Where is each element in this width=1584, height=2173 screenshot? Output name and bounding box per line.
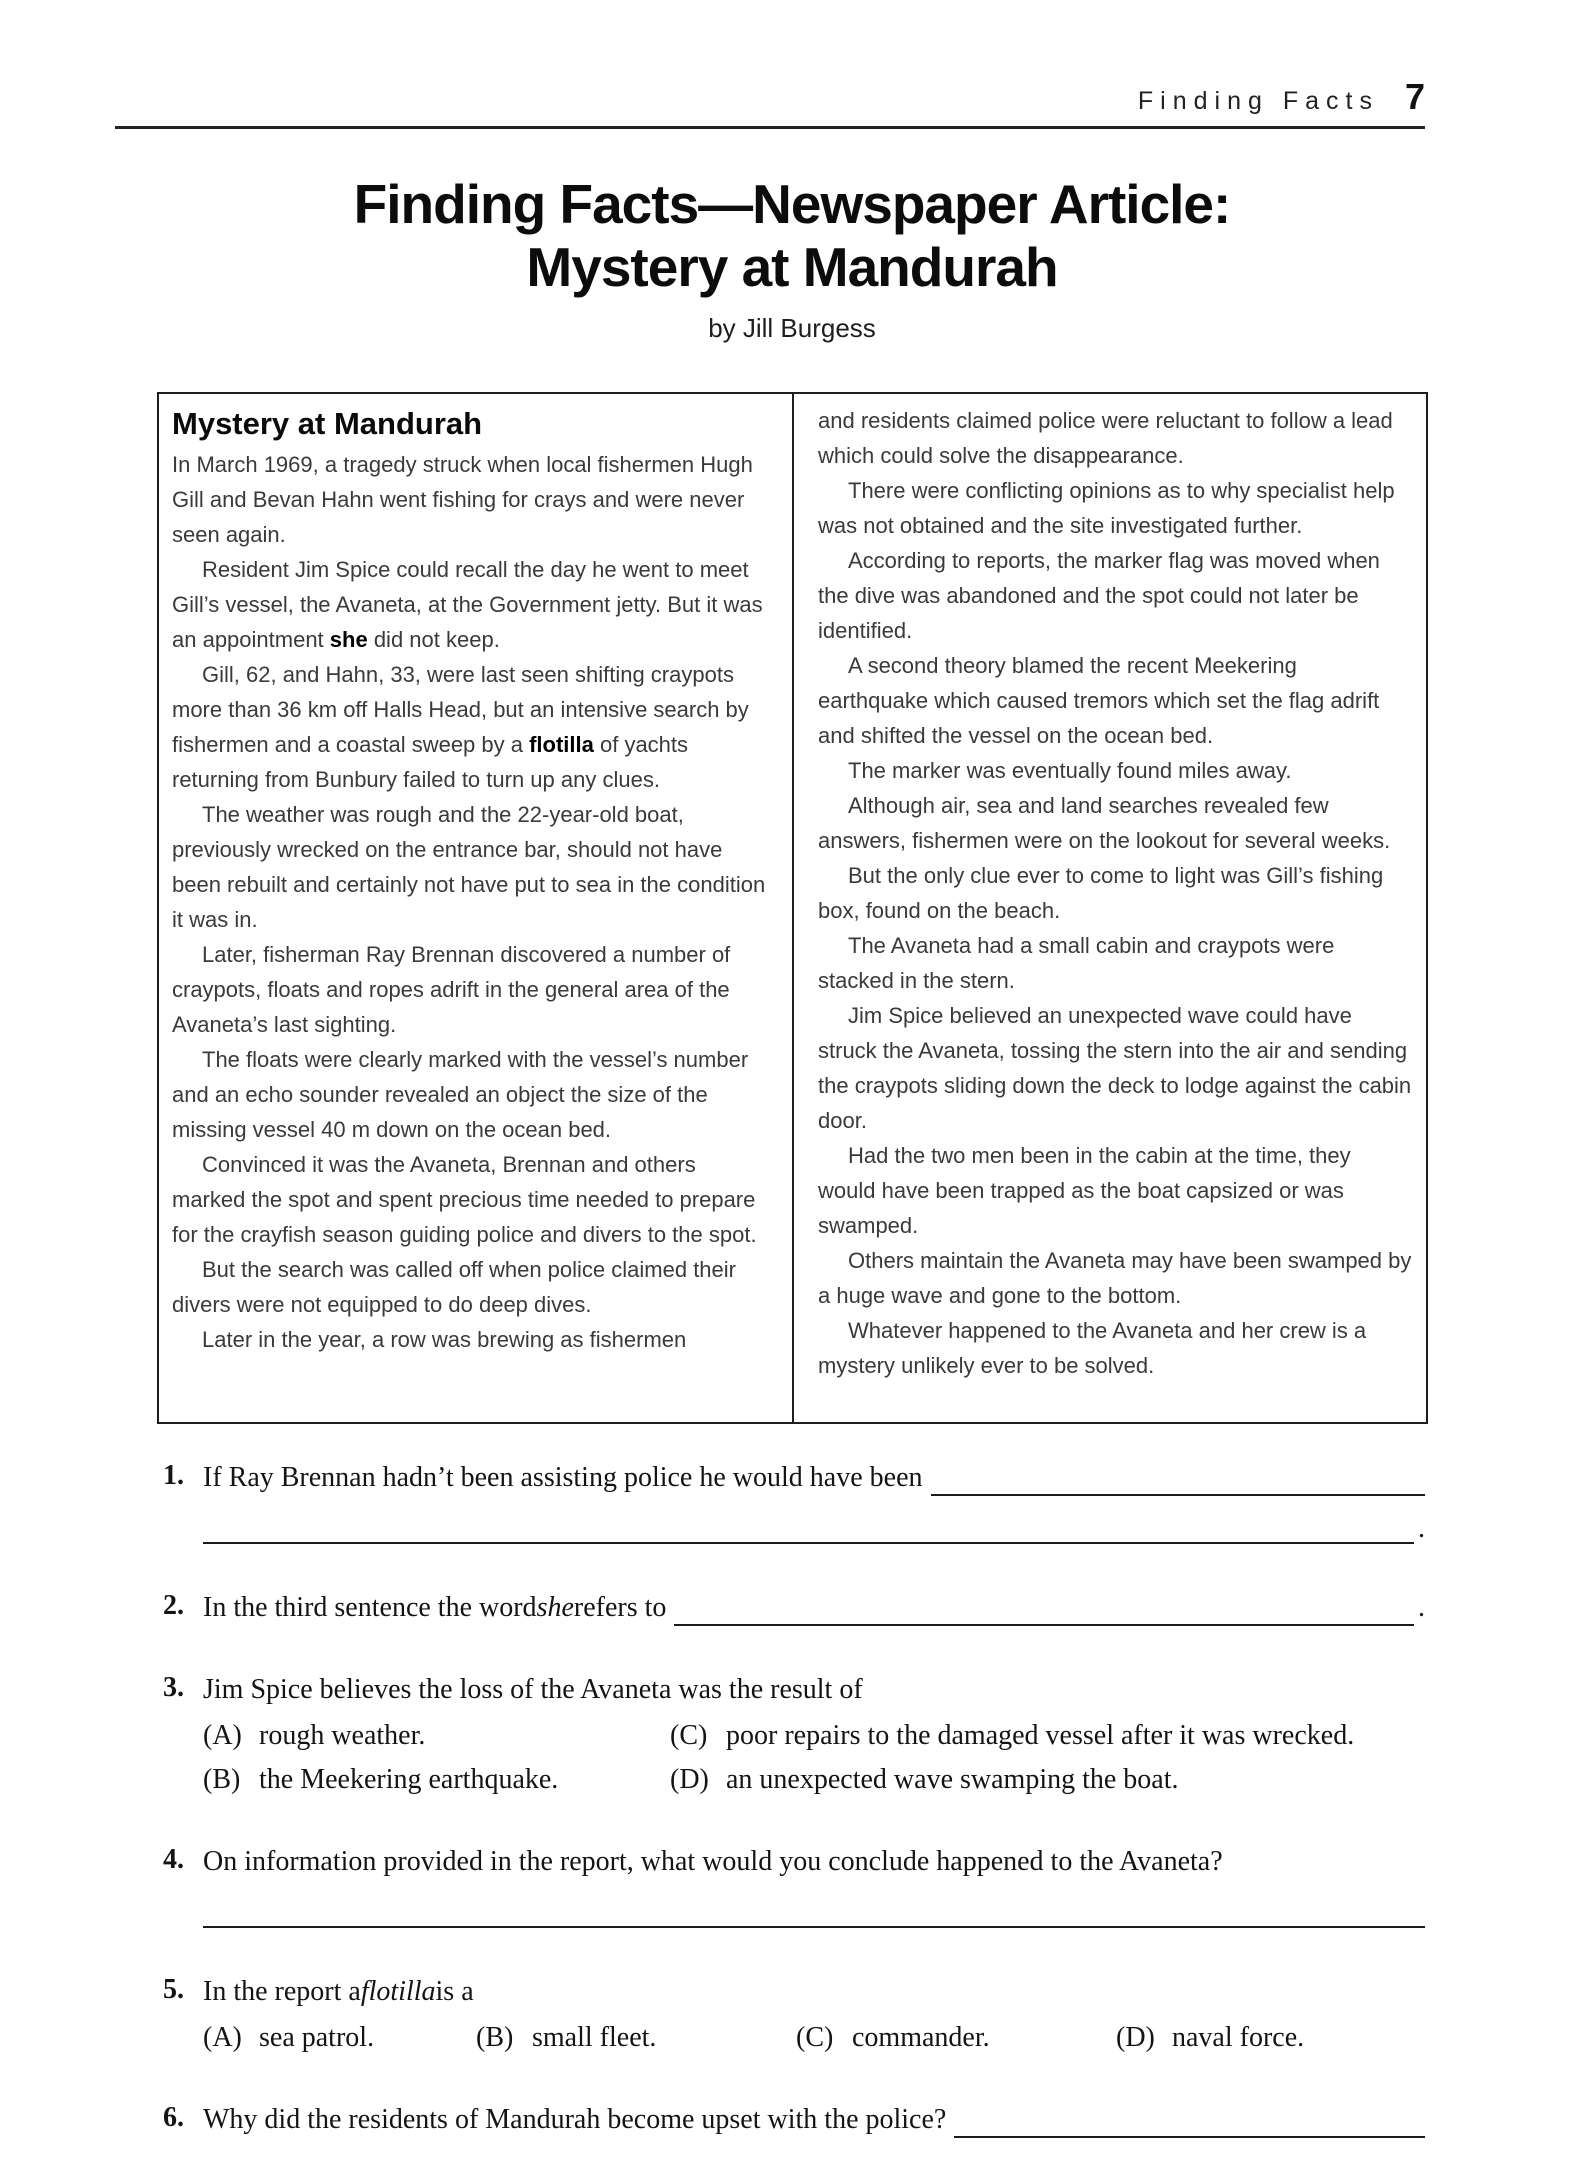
text-segment: Gill, 62, and Hahn, 33, were last seen shifting craypots more than 36 km off Halls Head, but an intensive search by fishermen and a coastal sweep by a (172, 662, 749, 757)
article-heading: Mystery at Mandurah (172, 406, 483, 441)
option-text: rough weather. (259, 1720, 426, 1751)
text-segment: Why did the residents of Mandurah become upset with the police? (203, 2104, 947, 2135)
option-item (203, 1718, 670, 1754)
question-body (203, 1844, 1425, 1928)
answer-line (203, 2142, 1425, 2173)
bold-term: flotilla (529, 732, 594, 757)
text-segment: On information provided in the report, what would you conclude happened to the Avaneta? (203, 1846, 1223, 1877)
article-paragraph (818, 1138, 1412, 1243)
question-body (203, 1672, 1425, 1798)
text-segment: In March 1969, a tragedy struck when local fishermen Hugh Gill and Bevan Hahn went fishing for crays and were never seen again. (172, 452, 753, 547)
option-label: (B) (476, 2022, 514, 2053)
text-segment: Convinced it was the Avaneta, Brennan and others marked the spot and spent precious time needed to prepare for the crayfish season guiding police and divers to the spot. (172, 1152, 757, 1247)
article-paragraph (818, 928, 1412, 998)
text-segment: of yachts returning from Bunbury failed to turn up any clues. (172, 732, 689, 792)
article-paragraph (818, 473, 1412, 543)
article-column-right (792, 394, 1426, 1422)
article-paragraph (172, 1322, 770, 1357)
questions-section (163, 1460, 1425, 2173)
text-segment: The weather was rough and the 22-year-old boat, previously wrecked on the entrance bar, should not have been rebuilt and certainly not have put to sea in the condition it was in. (172, 802, 766, 932)
article-paragraph (172, 1147, 770, 1252)
option-text: commander. (852, 2022, 990, 2053)
italic-term: she (536, 1592, 574, 1623)
answer-blank[interactable] (203, 1500, 1414, 1544)
article-paragraph (818, 648, 1412, 753)
question-item (163, 2102, 1425, 2173)
question-text (203, 2102, 1425, 2138)
option-label: (C) (796, 2022, 834, 2053)
article-paragraph (818, 753, 1412, 788)
period-mark: . (1418, 1592, 1425, 1623)
option-item (1116, 2020, 1425, 2056)
period-mark: . (1418, 1513, 1425, 1544)
text-segment: In the third sentence the word (203, 1592, 537, 1623)
option-text: an unexpected wave swamping the boat. (726, 1764, 1179, 1795)
option-label: (A) (203, 1720, 242, 1751)
title-line-2: Mystery at Mandurah (526, 236, 1058, 298)
text-segment: Later, fisherman Ray Brennan discovered a number of craypots, floats and ropes adrift in the general area of the Avaneta’s last sighting. (172, 942, 731, 1037)
article-paragraph (818, 998, 1412, 1138)
question-item (163, 1672, 1425, 1798)
text-segment: Had the two men been in the cabin at the time, they would have been trapped as the boat capsized or was swamped. (818, 1143, 1351, 1238)
question-body (203, 1590, 1425, 1626)
option-text: small fleet. (532, 2022, 657, 2053)
question-item (163, 1844, 1425, 1928)
text-segment: According to reports, the marker flag was moved when the dive was abandoned and the spot could not later be identified. (818, 548, 1380, 643)
option-item (670, 1718, 1425, 1754)
article-paragraph (818, 1243, 1412, 1313)
option-item (796, 2020, 1116, 2056)
italic-term: flotilla (360, 1976, 436, 2007)
text-segment: A second theory blamed the recent Meekering earthquake which caused tremors which set the flag adrift and shifted the vessel on the ocean bed. (818, 653, 1380, 748)
article-paragraph (818, 543, 1412, 648)
text-segment: But the search was called off when police claimed their divers were not equipped to do deep dives. (172, 1257, 736, 1317)
section-label: Finding Facts (1137, 87, 1379, 115)
option-label: (D) (670, 1764, 709, 1795)
text-segment: Although air, sea and land searches revealed few answers, fishermen were on the lookout for several weeks. (818, 793, 1391, 853)
question-body (203, 2102, 1425, 2173)
question-item (163, 1460, 1425, 1544)
text-segment: Jim Spice believed an unexpected wave could have struck the Avaneta, tossing the stern into the air and sending the craypots sliding down the deck to lodge against the cabin door. (818, 1003, 1412, 1133)
text-segment: did not keep. (367, 627, 500, 652)
question-text (203, 1844, 1425, 1880)
text-segment: The floats were clearly marked with the vessel’s number and an echo sounder revealed an object the size of the missing vessel 40 m down on the ocean bed. (172, 1047, 749, 1142)
byline: by Jill Burgess (708, 313, 876, 343)
text-segment: Others maintain the Avaneta may have been swamped by a huge wave and gone to the bottom. (818, 1248, 1412, 1308)
article-paragraph (172, 937, 770, 1042)
article-column-left (159, 394, 792, 1422)
article-paragraph (818, 1313, 1412, 1383)
article-paragraph (172, 1252, 770, 1322)
page-header (115, 76, 1425, 129)
option-item (203, 1762, 670, 1798)
answer-line (203, 1884, 1425, 1928)
question-number: 3. (163, 1672, 184, 1703)
option-text: poor repairs to the damaged vessel after it was wrecked. (726, 1720, 1355, 1751)
option-label: (B) (203, 1764, 241, 1795)
text-segment: But the only clue ever to come to light was Gill’s fishing box, found on the beach. (818, 863, 1384, 923)
answer-blank[interactable] (674, 1590, 1414, 1626)
article-paragraph (172, 447, 770, 552)
text-segment: and residents claimed police were reluctant to follow a lead which could solve the disappearance. (818, 408, 1393, 468)
question-number: 5. (163, 1974, 184, 2005)
article-paragraph (172, 657, 770, 797)
question-item (163, 1590, 1425, 1626)
option-text: the Meekering earthquake. (259, 1764, 559, 1795)
option-text: sea patrol. (259, 2022, 375, 2053)
option-label: (A) (203, 2022, 242, 2053)
question-text (203, 1590, 1425, 1626)
text-segment: Jim Spice believes the loss of the Avaneta was the result of (203, 1674, 863, 1705)
option-label: (D) (1116, 2022, 1155, 2053)
question-number: 6. (163, 2102, 184, 2133)
option-label: (C) (670, 1720, 708, 1751)
bold-term: she (329, 627, 368, 652)
question-number: 4. (163, 1844, 184, 1875)
question-number: 2. (163, 1590, 184, 1621)
answer-blank[interactable] (954, 2102, 1425, 2138)
option-item (476, 2020, 796, 2056)
article-paragraph (172, 797, 770, 937)
text-segment: The Avaneta had a small cabin and craypots were stacked in the stern. (818, 933, 1335, 993)
article-paragraph (818, 403, 1412, 473)
article-box (157, 392, 1428, 1424)
article-paragraph (818, 788, 1412, 858)
question-number: 1. (163, 1460, 184, 1491)
question-body (203, 1460, 1425, 1544)
text-segment: refers to (573, 1592, 667, 1623)
answer-blank[interactable] (203, 1884, 1425, 1928)
text-segment: is a (435, 1976, 474, 2007)
option-item (670, 1762, 1425, 1798)
text-segment: In the report a (203, 1976, 361, 2007)
text-segment: Resident Jim Spice could recall the day he went to meet Gill’s vessel, the Avaneta, at the Government jetty. But it was an appointment (172, 557, 763, 652)
article-paragraph (172, 552, 770, 657)
text-segment: There were conflicting opinions as to why specialist help was not obtained and the site investigated further. (818, 478, 1395, 538)
text-segment: The marker was eventually found miles away. (848, 758, 1292, 783)
question-text (203, 1974, 1425, 2010)
answer-line (203, 1500, 1425, 1544)
text-segment: Later in the year, a row was brewing as fishermen (202, 1327, 687, 1352)
option-text: naval force. (1172, 2022, 1305, 2053)
text-segment: If Ray Brennan hadn’t been assisting police he would have been (203, 1462, 923, 1493)
article-paragraph (172, 1042, 770, 1147)
options-group (203, 2020, 1425, 2056)
article-paragraph (818, 858, 1412, 928)
page-title (0, 173, 1584, 299)
answer-blank[interactable] (931, 1460, 1426, 1496)
title-line-1: Finding Facts—Newspaper Article: (353, 173, 1231, 235)
answer-blank[interactable] (203, 2142, 1425, 2173)
option-item (203, 2020, 476, 2056)
question-text (203, 1460, 1425, 1496)
page-number: 7 (1404, 76, 1425, 117)
question-body (203, 1974, 1425, 2056)
options-group (203, 1718, 1425, 1798)
question-text (203, 1672, 1425, 1708)
text-segment: Whatever happened to the Avaneta and her crew is a mystery unlikely ever to be solved. (818, 1318, 1367, 1378)
question-item (163, 1974, 1425, 2056)
